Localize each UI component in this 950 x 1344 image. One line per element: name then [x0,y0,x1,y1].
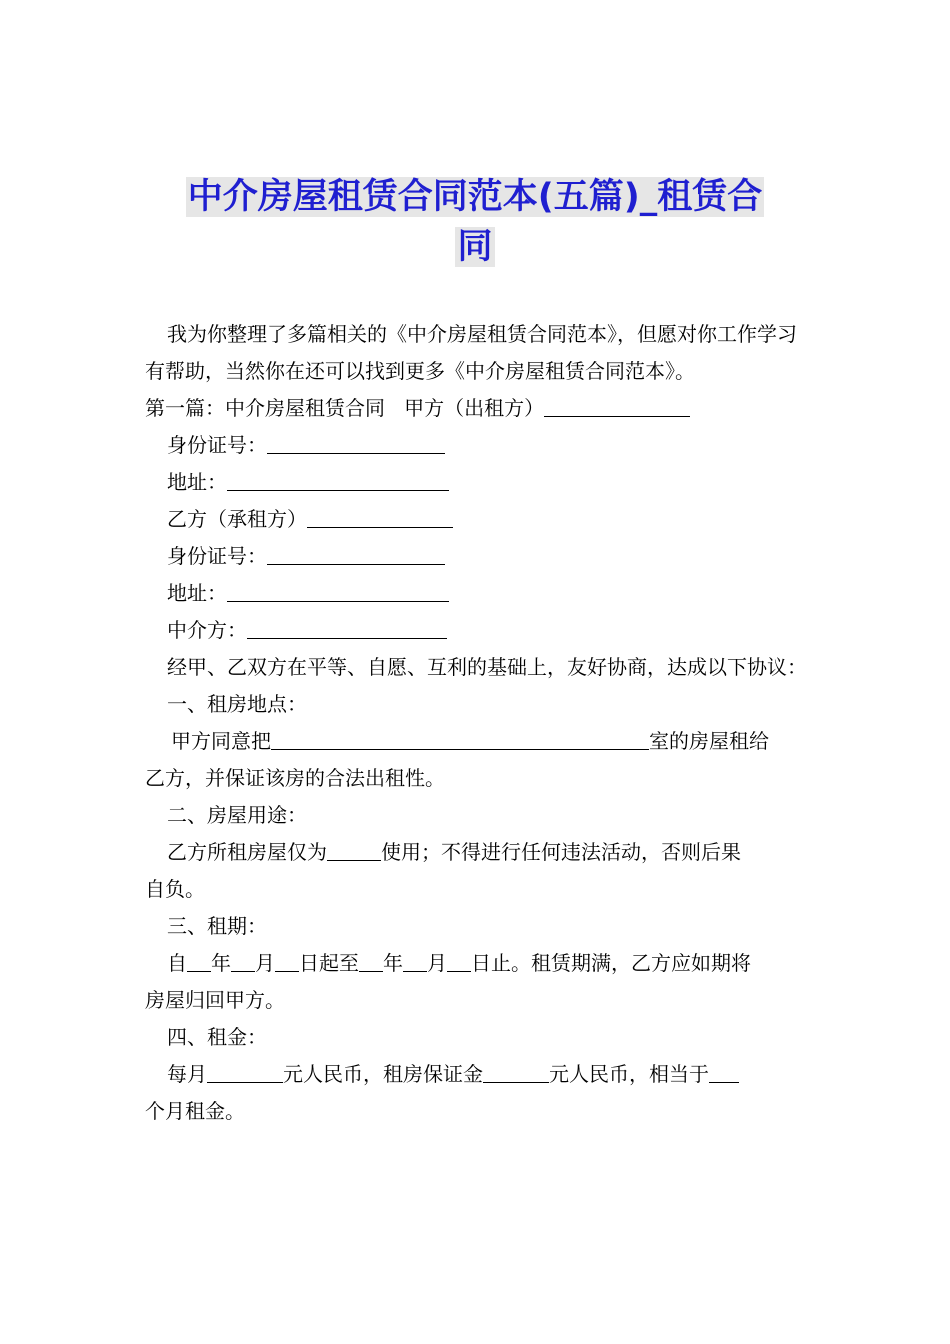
clause-4-text-1: 每月 [167,1062,207,1086]
clause-3-text-5: 年 [383,951,403,975]
party-b-blank [307,507,453,528]
clause-3-text-6: 月 [427,951,447,975]
start-year-blank [187,951,211,972]
start-month-blank [231,951,255,972]
end-day-blank [447,951,471,972]
clause-4-heading: 四、租金： [167,1025,267,1049]
section-1-heading: 第一篇：中介房屋租赁合同 [145,396,385,420]
title-line-2: 同 [457,227,493,267]
clause-1-pre: 甲方同意把 [171,729,271,753]
party-b-line [145,501,811,538]
clause-3-cont: 房屋归回甲方。 [145,988,285,1012]
party-b-label: 乙方（承租方） [167,507,307,531]
clause-2-pre: 乙方所租房屋仅为 [167,840,327,864]
deposit-blank [483,1062,549,1083]
clause-3-text-4: 日起至 [299,951,359,975]
start-day-blank [275,951,299,972]
clause-2-post: 使用；不得进行任何违法活动，否则后果 [381,840,741,864]
end-year-blank [359,951,383,972]
address-b-label: 地址： [167,581,227,605]
document-title [140,172,810,272]
agent-blank [247,618,447,639]
agent-line [145,612,811,649]
clause-1-post: 室的房屋租给 [649,729,769,753]
clause-3-heading: 三、租期： [167,914,267,938]
clause-3-text-2: 年 [211,951,231,975]
usage-blank [327,840,381,861]
clause-3-line [145,945,811,982]
clause-2-cont: 自负。 [145,877,205,901]
clause-1-heading: 一、租房地点： [167,692,307,716]
clause-3-text-1: 自 [167,951,187,975]
clause-1-line [145,723,811,760]
end-month-blank [403,951,427,972]
months-blank [709,1062,739,1083]
clause-2-line [145,834,811,871]
section-1-heading-line [145,390,811,427]
agent-label: 中介方： [167,618,247,642]
agreement-paragraph: 经甲、乙双方在平等、自愿、互利的基础上，友好协商，达成以下协议： [167,655,807,679]
intro-paragraph: 我为你整理了多篇相关的《中介房屋租赁合同范本》，但愿对你工作学习有帮助，当然你在还可以找到更多《中介房屋租赁合同范本》。 [145,322,797,383]
id-no-b-label: 身份证号： [167,544,267,568]
clause-3-text-3: 月 [255,951,275,975]
address-b-blank [227,581,449,602]
clause-3-text-7: 日止。租赁期满，乙方应如期将 [471,951,751,975]
id-no-b-line [145,538,811,575]
clause-1-cont: 乙方，并保证该房的合法出租性。 [145,766,445,790]
document-body [145,316,811,1130]
room-blank [271,729,649,750]
id-no-a-label: 身份证号： [167,433,267,457]
clause-4-cont: 个月租金。 [145,1099,245,1123]
address-b-line [145,575,811,612]
party-a-blank [544,396,690,417]
id-no-b-blank [267,544,445,565]
title-line-1: 中介房屋租赁合同范本(五篇)_租赁合 [187,177,763,217]
clause-4-line [145,1056,811,1093]
id-no-a-blank [267,433,445,454]
address-a-label: 地址： [167,470,227,494]
clause-4-text-2: 元人民币，租房保证金 [283,1062,483,1086]
clause-4-text-3: 元人民币，相当于 [549,1062,709,1086]
id-no-a-line [145,427,811,464]
address-a-line [145,464,811,501]
address-a-blank [227,470,449,491]
monthly-rent-blank [207,1062,283,1083]
clause-2-heading: 二、房屋用途： [167,803,307,827]
party-a-label: 甲方（出租方） [404,396,545,420]
